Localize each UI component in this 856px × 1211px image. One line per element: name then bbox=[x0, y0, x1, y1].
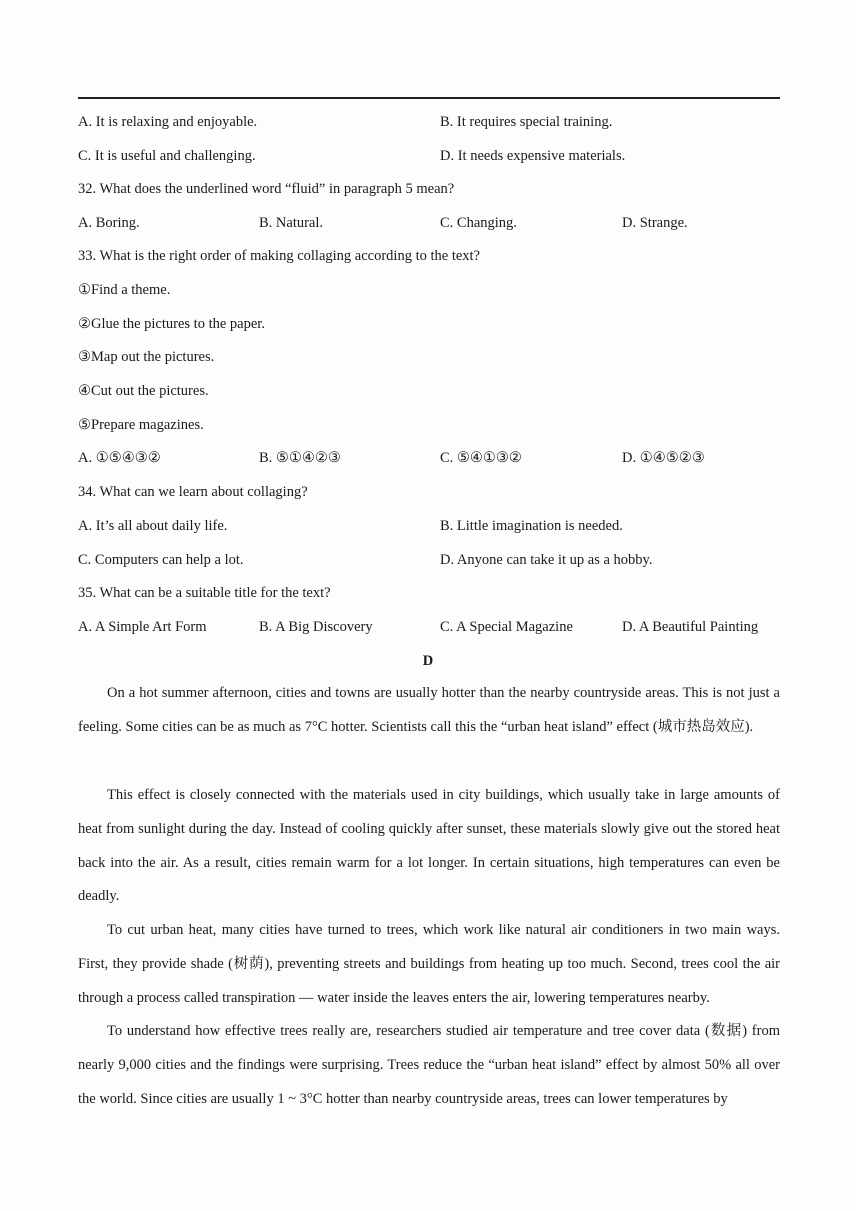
q33-step-4: ④Cut out the pictures. bbox=[78, 383, 209, 399]
header-rule bbox=[78, 97, 780, 99]
q35-option-a: A. A Simple Art Form bbox=[78, 619, 207, 635]
q33-option-a: A. ①⑤④③② bbox=[78, 450, 161, 466]
q34-option-a: A. It’s all about daily life. bbox=[78, 518, 228, 534]
q32-option-b: B. Natural. bbox=[259, 215, 324, 231]
q33-step-5: ⑤Prepare magazines. bbox=[78, 417, 204, 433]
q33-option-d: D. ①④⑤②③ bbox=[622, 450, 705, 466]
q35-options bbox=[78, 617, 780, 637]
q31-option-a: A. It is relaxing and enjoyable. bbox=[78, 114, 258, 130]
section-d-paragraph-3: To cut urban heat, many cities have turned to trees, which work like natural air conditioners in two main ways. First, they provide shade (树荫), preventing streets and buildings from heating up too much. Second, trees cool the air through a process called transpiration — water inside the leaves enters the air, lowering temperatures nearby. bbox=[78, 922, 780, 1006]
q32-option-c: C. Changing. bbox=[440, 215, 517, 231]
q33-question: 33. What is the right order of making collaging according to the text? bbox=[78, 248, 480, 264]
q33-step-2: ②Glue the pictures to the paper. bbox=[78, 316, 265, 332]
q31-options-row-1 bbox=[78, 112, 780, 132]
q32-options bbox=[78, 213, 780, 233]
q34-option-b: B. Little imagination is needed. bbox=[440, 518, 623, 534]
q35-option-c: C. A Special Magazine bbox=[440, 619, 573, 635]
section-d-paragraph-4: To understand how effective trees really are, researchers studied air temperature and tree cover data (数据) from nearly 9,000 cities and the findings were surprising. Trees reduce the “urban heat island” effect by almost 50% all over the world. Since cities are usually 1 ~ 3°C hotter than nearby countryside areas, trees can lower temperatures by bbox=[78, 1023, 780, 1107]
q31-option-d: D. It needs expensive materials. bbox=[440, 148, 626, 164]
q33-options bbox=[78, 448, 780, 468]
q34-question: 34. What can we learn about collaging? bbox=[78, 484, 308, 500]
section-d-paragraph-1: On a hot summer afternoon, cities and towns are usually hotter than the nearby countryside areas. This is not just a feeling. Some cities can be as much as 7°C hotter. Scientists call this the “urban heat island” effect (城市热岛效应). bbox=[78, 685, 780, 735]
q33-option-c: C. ⑤④①③② bbox=[440, 450, 522, 466]
section-d-heading: D bbox=[422, 653, 434, 669]
q34-options-row-1 bbox=[78, 516, 780, 536]
q31-option-c: C. It is useful and challenging. bbox=[78, 148, 256, 164]
q33-step-3: ③Map out the pictures. bbox=[78, 349, 215, 365]
q34-options-row-2 bbox=[78, 550, 780, 570]
q32-option-d: D. Strange. bbox=[622, 215, 688, 231]
q32-option-a: A. Boring. bbox=[78, 215, 140, 231]
q35-question: 35. What can be a suitable title for the text? bbox=[78, 585, 331, 601]
q31-options-row-2 bbox=[78, 146, 780, 166]
q32-question: 32. What does the underlined word “fluid” in paragraph 5 mean? bbox=[78, 181, 455, 197]
q33-step-1: ①Find a theme. bbox=[78, 282, 171, 298]
q31-option-b: B. It requires special training. bbox=[440, 114, 613, 130]
q33-option-b: B. ⑤①④②③ bbox=[259, 450, 341, 466]
q35-option-d: D. A Beautiful Painting bbox=[622, 619, 759, 635]
q34-option-c: C. Computers can help a lot. bbox=[78, 552, 244, 568]
q35-option-b: B. A Big Discovery bbox=[259, 619, 373, 635]
section-d-paragraph-2: This effect is closely connected with the materials used in city buildings, which usually take in large amounts of heat from sunlight during the day. Instead of cooling quickly after sunset, these materials slowly give out the stored heat back into the air. As a result, cities remain warm for a lot longer. In certain situations, high temperatures can even be deadly. bbox=[78, 787, 780, 905]
q34-option-d: D. Anyone can take it up as a hobby. bbox=[440, 552, 653, 568]
